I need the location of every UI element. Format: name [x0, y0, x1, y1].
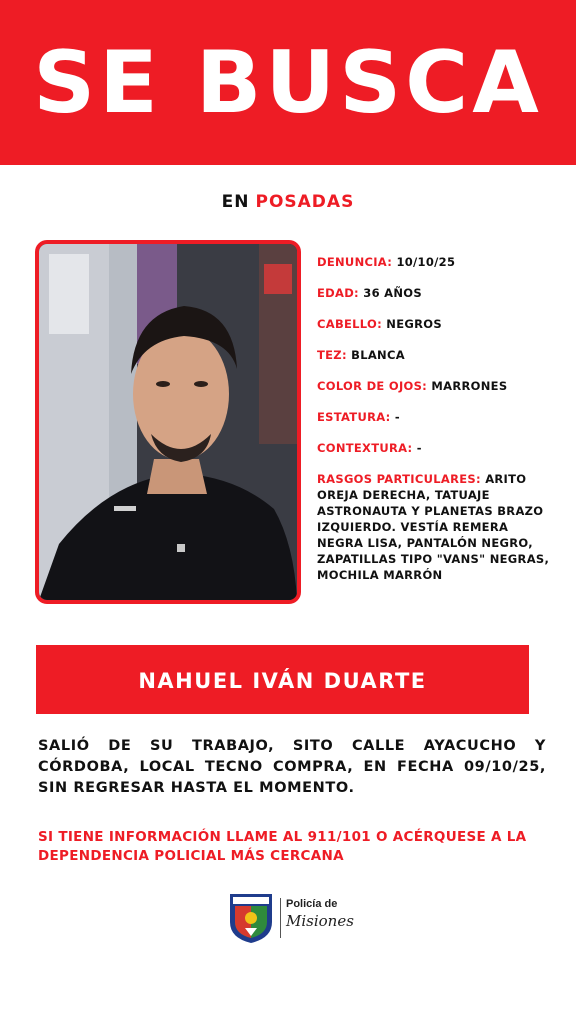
detail-label: CONTEXTURA: [317, 441, 413, 455]
detail-value: MARRONES [431, 379, 508, 393]
detail-value: - [394, 410, 400, 424]
location-city: POSADAS [255, 192, 355, 212]
page-title: SE BUSCA [33, 33, 543, 133]
case-description: SALIÓ DE SU TRABAJO, SITO CALLE AYACUCHO Y CÓRDOBA, LOCAL TECNO COMPRA, EN FECHA 09/10/25, SIN REGRESAR HASTA EL MOMENTO. [38, 738, 546, 796]
logo-line1: Policía de [286, 898, 338, 910]
location-prefix: EN [221, 192, 250, 212]
detail-row-estatura [317, 409, 552, 425]
contact-notice: SI TIENE INFORMACIÓN LLAME AL 911/101 O ACÉRQUESE A LA DEPENDENCIA POLICIAL MÁS CERCANA [38, 829, 527, 864]
police-logo [228, 892, 358, 946]
header-banner [0, 0, 576, 165]
detail-row-color-ojos [317, 378, 552, 394]
detail-label: TEZ: [317, 348, 347, 362]
detail-label: EDAD: [317, 286, 359, 300]
detail-value: NEGROS [386, 317, 442, 331]
detail-label: ESTATURA: [317, 410, 391, 424]
missing-person-photo [35, 240, 301, 604]
location-line [0, 192, 576, 212]
logo-line2: Misiones [286, 912, 354, 930]
name-banner [36, 645, 529, 714]
logo-divider [280, 898, 281, 938]
detail-row-cabello [317, 316, 552, 332]
detail-label: CABELLO: [317, 317, 382, 331]
detail-row-denuncia [317, 254, 552, 270]
portrait-image [39, 244, 297, 600]
detail-value: BLANCA [351, 348, 405, 362]
detail-label: DENUNCIA: [317, 255, 393, 269]
detail-label: RASGOS PARTICULARES: [317, 472, 481, 486]
detail-value: ARITO OREJA DERECHA, TATUAJE ASTRONAUTA Y PLANETAS BRAZO IZQUIERDO. VESTÍA REMERA NEGRA LISA, PANTALÓN NEGRO, ZAPATILLAS TIPO "VANS" NEGRAS, MOCHILA MARRÓN [317, 472, 550, 582]
person-name: NAHUEL IVÁN DUARTE [138, 669, 427, 693]
police-badge-icon [228, 892, 274, 944]
detail-row-rasgos [317, 471, 552, 583]
detail-value: 10/10/25 [396, 255, 456, 269]
detail-row-contextura [317, 440, 552, 456]
detail-row-edad [317, 285, 552, 301]
detail-value: 36 AÑOS [363, 286, 422, 300]
detail-label: COLOR DE OJOS: [317, 379, 428, 393]
detail-row-tez [317, 347, 552, 363]
detail-value: - [416, 441, 422, 455]
